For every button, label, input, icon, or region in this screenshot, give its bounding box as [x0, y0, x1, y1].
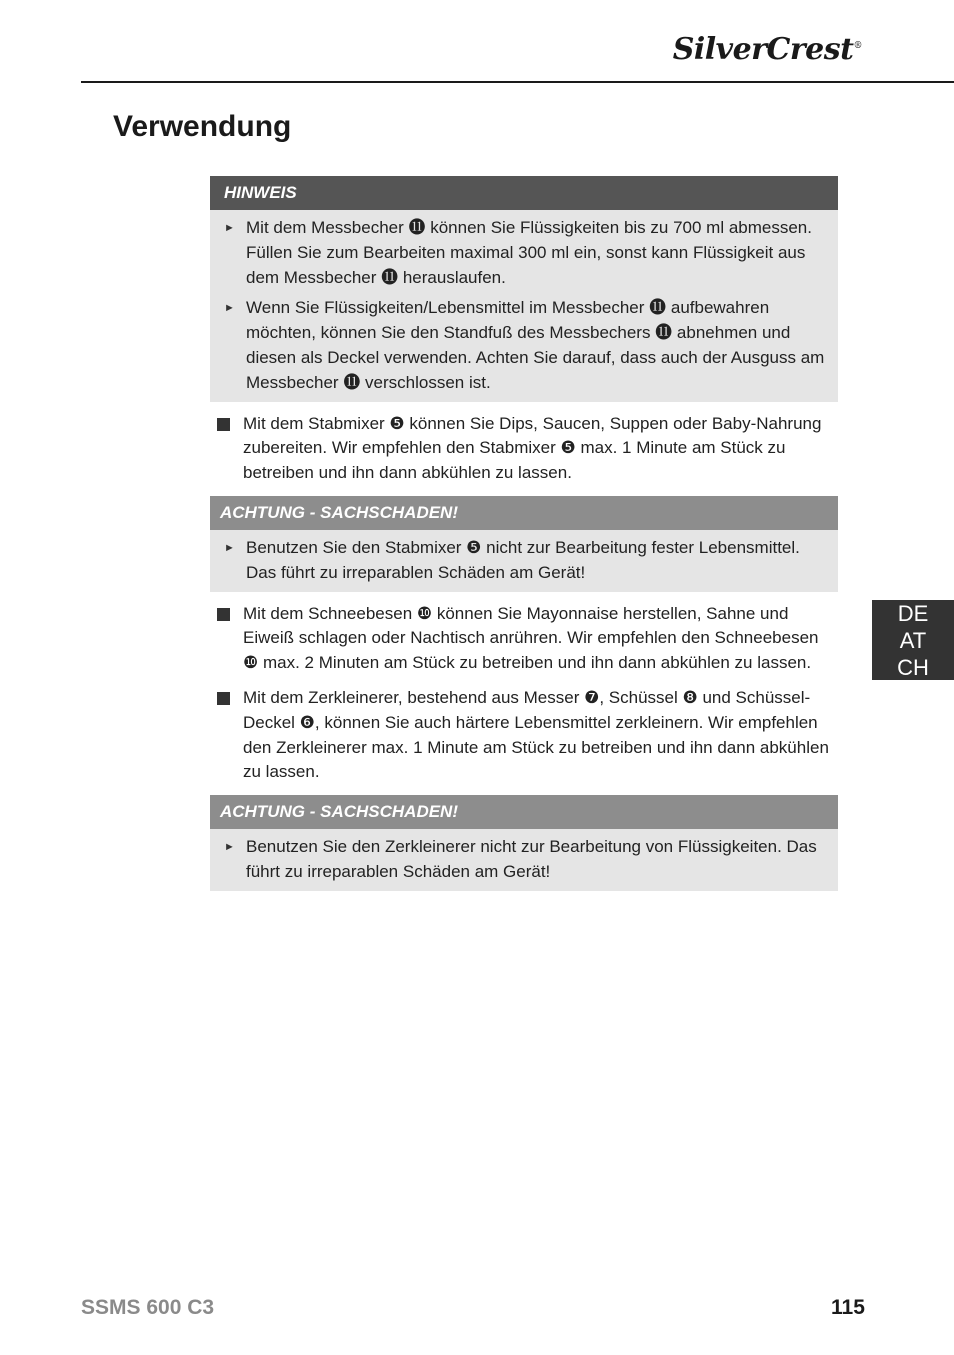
hinweis-item: ► Mit dem Messbecher ⓫ können Sie Flüssigkeiten bis zu 700 ml abmessen. Füllen Sie zum Bearbeiten maximal 300 ml ein, sonst kann Flüssigkeit aus dem Messbecher ⓫ herauslaufen. — [224, 218, 812, 287]
warning-title: ACHTUNG - SACHSCHADEN! — [210, 795, 838, 829]
arrow-right-icon: ► — [224, 302, 235, 315]
footer-model: SSMS 600 C3 — [81, 1296, 215, 1319]
list-item-zerkleinerer: Mit dem Zerkleinerer, bestehend aus Messer ❼, Schüssel ❽ und Schüssel-Deckel ❻, können Sie auch härtere Lebensmittel zerkleinern. Wir empfehlen den Zerkleinerer max. 1 Minute am Stück zu betreiben und ihn dann abkühlen zu lassen. — [210, 686, 838, 785]
warning-title: ACHTUNG - SACHSCHADEN! — [210, 496, 838, 530]
header-rule — [81, 81, 954, 83]
arrow-right-icon: ► — [224, 841, 235, 854]
square-bullet-icon — [217, 692, 230, 705]
hinweis-title: HINWEIS — [210, 176, 838, 210]
hinweis-box — [210, 176, 838, 402]
page-number: 115 — [831, 1296, 865, 1319]
lang-ch: CH — [897, 655, 929, 680]
brand-logo: SilverCrest® — [672, 32, 862, 67]
list-item-stabmixer: Mit dem Stabmixer ❺ können Sie Dips, Saucen, Suppen oder Baby-Nahrung zubereiten. Wir empfehlen den Stabmixer ❺ max. 1 Minute am Stück zu betreiben und ihn dann abkühlen zu lassen. — [210, 412, 838, 486]
list-item-schneebesen: Mit dem Schneebesen ❿ können Sie Mayonnaise herstellen, Sahne und Eiweiß schlagen oder Nachtisch anrühren. Wir empfehlen den Schneebesen ❿ max. 2 Minuten am Stück zu betreiben und ihn dann abkühlen zu lassen. — [210, 602, 838, 676]
warning-item: ► Benutzen Sie den Stabmixer ❺ nicht zur Bearbeitung fester Lebensmittel. Das führt zu irreparablen Schäden am Gerät! — [224, 537, 800, 582]
page-title: Verwendung — [113, 110, 292, 143]
warning-box — [210, 795, 838, 891]
warning-box — [210, 496, 838, 592]
language-tab — [872, 600, 954, 680]
lang-at: AT — [899, 628, 927, 653]
square-bullet-icon — [217, 608, 230, 621]
square-bullet-icon — [217, 418, 230, 431]
warning-item: ► Benutzen Sie den Zerkleinerer nicht zur Bearbeitung von Flüssigkeiten. Das führt zu irreparablen Schäden am Gerät! — [224, 837, 817, 881]
hinweis-item: ► Wenn Sie Flüssigkeiten/Lebensmittel im Messbecher ⓫ aufbewahren möchten, können Sie den Standfuß des Messbechers ⓫ abnehmen und diesen als Deckel verwenden. Achten Sie darauf, dass auch der Ausguss am Messbecher ⓫ verschlossen ist. — [224, 298, 825, 392]
arrow-right-icon: ► — [224, 222, 235, 234]
main-content — [210, 176, 838, 891]
arrow-right-icon: ► — [224, 541, 235, 554]
lang-de: DE — [897, 601, 929, 626]
